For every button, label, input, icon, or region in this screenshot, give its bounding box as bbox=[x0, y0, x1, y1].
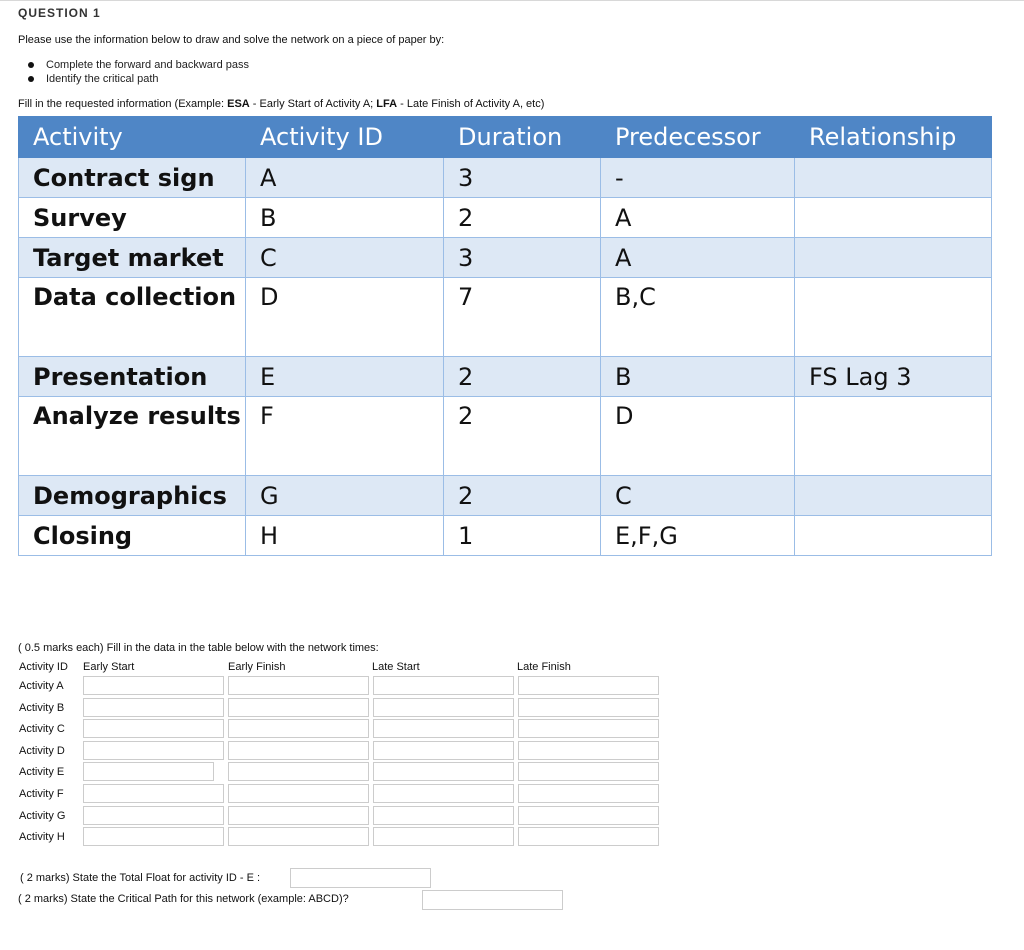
top-divider bbox=[0, 0, 1024, 1]
activity-id: C bbox=[246, 238, 444, 278]
table-row bbox=[19, 357, 992, 397]
early-start-input[interactable] bbox=[83, 827, 224, 846]
instruction-list bbox=[28, 58, 249, 86]
activity-duration: 3 bbox=[444, 238, 601, 278]
activity-relationship bbox=[795, 238, 992, 278]
late-finish-input[interactable] bbox=[518, 698, 659, 717]
header-late-finish: Late Finish bbox=[517, 661, 571, 673]
early-start-input[interactable] bbox=[83, 741, 224, 760]
early-start-input[interactable] bbox=[83, 676, 224, 695]
activity-predecessor: A bbox=[601, 238, 795, 278]
early-finish-input[interactable] bbox=[228, 698, 369, 717]
activity-relationship bbox=[795, 476, 992, 516]
table-row bbox=[19, 198, 992, 238]
activity-relationship bbox=[795, 278, 992, 357]
activity-row-label: Activity C bbox=[19, 723, 65, 735]
late-start-input[interactable] bbox=[373, 762, 514, 781]
early-finish-input[interactable] bbox=[228, 719, 369, 738]
activity-predecessor: C bbox=[601, 476, 795, 516]
table-row bbox=[19, 158, 992, 198]
activity-name: Survey bbox=[19, 198, 246, 238]
critical-path-label: ( 2 marks) State the Critical Path for this network (example: ABCD)? bbox=[18, 893, 349, 905]
activity-row-label: Activity E bbox=[19, 766, 65, 778]
instruction-item: Complete the forward and backward pass bbox=[28, 58, 249, 72]
activity-relationship bbox=[795, 516, 992, 556]
activity-row-label: Activity H bbox=[19, 831, 65, 843]
activity-table bbox=[18, 116, 992, 556]
early-finish-input[interactable] bbox=[228, 676, 369, 695]
activity-duration: 3 bbox=[444, 158, 601, 198]
late-finish-input[interactable] bbox=[518, 741, 659, 760]
header-activity-id: Activity ID bbox=[246, 117, 444, 158]
early-start-input[interactable] bbox=[83, 806, 224, 825]
activity-table-header bbox=[19, 117, 992, 158]
total-float-label: ( 2 marks) State the Total Float for activity ID - E : bbox=[20, 872, 261, 884]
late-start-input[interactable] bbox=[373, 719, 514, 738]
late-start-input[interactable] bbox=[373, 741, 514, 760]
activity-name: Closing bbox=[19, 516, 246, 556]
network-times-instruction: ( 0.5 marks each) Fill in the data in the table below with the network times: bbox=[18, 642, 379, 654]
activity-duration: 2 bbox=[444, 476, 601, 516]
activity-predecessor: D bbox=[601, 397, 795, 476]
table-row bbox=[19, 516, 992, 556]
activity-row-label: Activity G bbox=[19, 810, 66, 822]
activity-row-label: Activity D bbox=[19, 745, 65, 757]
activity-duration: 2 bbox=[444, 397, 601, 476]
question-title: QUESTION 1 bbox=[18, 6, 101, 20]
activity-relationship bbox=[795, 397, 992, 476]
activity-predecessor: - bbox=[601, 158, 795, 198]
activity-predecessor: A bbox=[601, 198, 795, 238]
late-finish-input[interactable] bbox=[518, 806, 659, 825]
activity-name: Contract sign bbox=[19, 158, 246, 198]
activity-predecessor: E,F,G bbox=[601, 516, 795, 556]
activity-duration: 2 bbox=[444, 198, 601, 238]
activity-id: H bbox=[246, 516, 444, 556]
late-start-input[interactable] bbox=[373, 676, 514, 695]
table-row bbox=[19, 397, 992, 476]
activity-id: B bbox=[246, 198, 444, 238]
early-finish-input[interactable] bbox=[228, 806, 369, 825]
early-finish-input[interactable] bbox=[228, 762, 369, 781]
early-start-input[interactable] bbox=[83, 762, 214, 781]
activity-relationship bbox=[795, 198, 992, 238]
early-start-input[interactable] bbox=[83, 698, 224, 717]
activity-id: E bbox=[246, 357, 444, 397]
late-finish-input[interactable] bbox=[518, 762, 659, 781]
activity-name: Data collection bbox=[19, 278, 246, 357]
table-row bbox=[19, 238, 992, 278]
activity-relationship: FS Lag 3 bbox=[795, 357, 992, 397]
early-start-input[interactable] bbox=[83, 719, 224, 738]
header-predecessor: Predecessor bbox=[601, 117, 795, 158]
early-finish-input[interactable] bbox=[228, 784, 369, 803]
question-intro: Please use the information below to draw and solve the network on a piece of paper by: bbox=[18, 34, 445, 46]
header-activity: Activity bbox=[19, 117, 246, 158]
instruction-item: Identify the critical path bbox=[28, 72, 249, 86]
activity-row-label: Activity F bbox=[19, 788, 64, 800]
activity-duration: 2 bbox=[444, 357, 601, 397]
critical-path-input[interactable] bbox=[422, 890, 563, 910]
header-duration: Duration bbox=[444, 117, 601, 158]
header-early-finish: Early Finish bbox=[228, 661, 286, 673]
early-finish-input[interactable] bbox=[228, 741, 369, 760]
late-finish-input[interactable] bbox=[518, 676, 659, 695]
activity-name: Demographics bbox=[19, 476, 246, 516]
early-finish-input[interactable] bbox=[228, 827, 369, 846]
activity-duration: 7 bbox=[444, 278, 601, 357]
activity-id: D bbox=[246, 278, 444, 357]
late-start-input[interactable] bbox=[373, 806, 514, 825]
late-finish-input[interactable] bbox=[518, 784, 659, 803]
activity-name: Presentation bbox=[19, 357, 246, 397]
activity-duration: 1 bbox=[444, 516, 601, 556]
activity-row-label: Activity A bbox=[19, 680, 64, 692]
activity-id: F bbox=[246, 397, 444, 476]
late-start-input[interactable] bbox=[373, 784, 514, 803]
activity-name: Target market bbox=[19, 238, 246, 278]
header-activity-id: Activity ID bbox=[19, 661, 68, 673]
late-finish-input[interactable] bbox=[518, 719, 659, 738]
table-row bbox=[19, 278, 992, 357]
late-start-input[interactable] bbox=[373, 698, 514, 717]
early-start-input[interactable] bbox=[83, 784, 224, 803]
fill-in-instruction: Fill in the requested information (Example: ESA - Early Start of Activity A; LFA - Late Finish of Activity A, etc) bbox=[18, 98, 545, 110]
total-float-input[interactable] bbox=[290, 868, 431, 888]
late-finish-input[interactable] bbox=[518, 827, 659, 846]
activity-predecessor: B bbox=[601, 357, 795, 397]
activity-relationship bbox=[795, 158, 992, 198]
activity-name: Analyze results bbox=[19, 397, 246, 476]
activity-predecessor: B,C bbox=[601, 278, 795, 357]
late-start-input[interactable] bbox=[373, 827, 514, 846]
header-early-start: Early Start bbox=[83, 661, 135, 673]
activity-id: G bbox=[246, 476, 444, 516]
header-late-start: Late Start bbox=[372, 661, 420, 673]
table-row bbox=[19, 476, 992, 516]
activity-id: A bbox=[246, 158, 444, 198]
header-relationship: Relationship bbox=[795, 117, 992, 158]
activity-row-label: Activity B bbox=[19, 702, 65, 714]
